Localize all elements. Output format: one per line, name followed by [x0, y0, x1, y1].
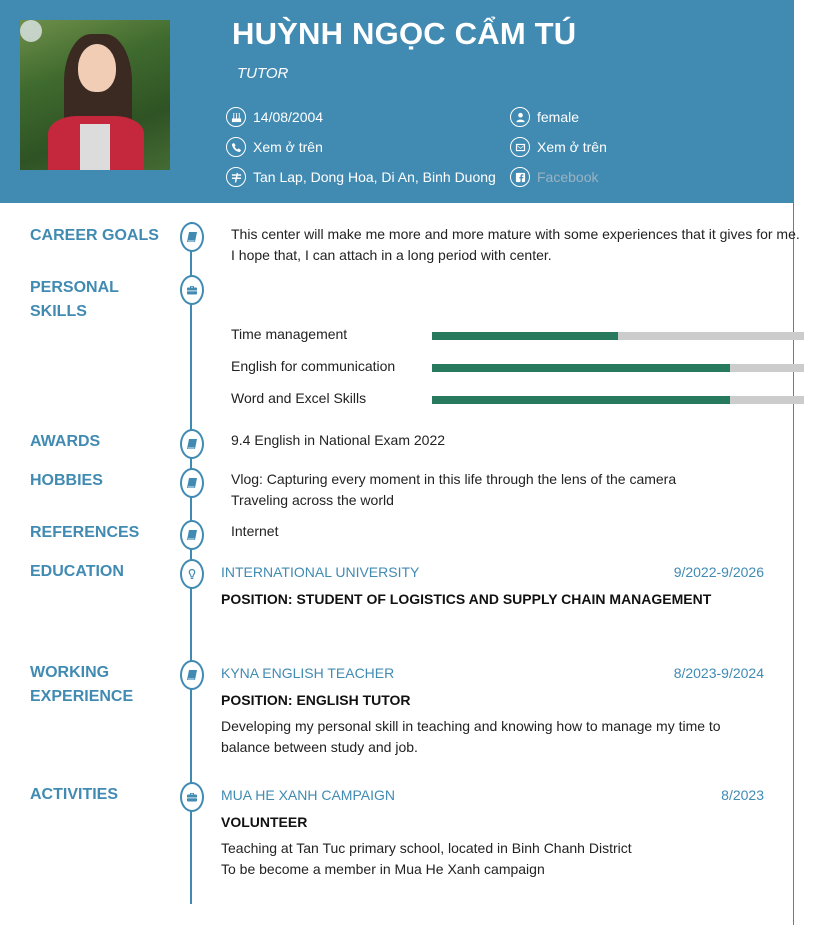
work-desc-line-1: Developing my personal skill in teaching and knowing how to manage my time to	[221, 718, 721, 734]
skill-bar-fill	[432, 364, 730, 372]
envelope-icon	[510, 137, 530, 157]
book-icon	[180, 429, 204, 459]
book-icon	[180, 222, 204, 252]
photo-face	[78, 44, 116, 92]
skill-bar-english	[432, 364, 804, 372]
facebook-item[interactable]	[510, 166, 598, 188]
activity-desc-line-2: To be become a member in Mua He Xanh campaign	[221, 861, 545, 877]
career-goals-line-1: This center will make me more and more mature with some experiences that it gives for me.	[231, 226, 800, 242]
section-title-education: EDUCATION	[30, 563, 124, 580]
section-title-references: REFERENCES	[30, 524, 140, 541]
work-org: KYNA ENGLISH TEACHER	[221, 665, 395, 681]
skill-bar-word-excel	[432, 396, 804, 404]
work-position: POSITION: ENGLISH TUTOR	[221, 692, 411, 708]
book-icon	[180, 468, 204, 498]
awards-line: 9.4 English in National Exam 2022	[231, 432, 446, 448]
address-item	[226, 166, 496, 188]
section-title-awards: AWARDS	[30, 433, 101, 450]
skill-bar-time-management	[432, 332, 804, 340]
skill-label: Time management	[231, 326, 348, 342]
work-desc-line-2: balance between study and job.	[221, 739, 418, 755]
birthday-cake-icon	[226, 107, 246, 127]
photo-flower	[20, 20, 42, 42]
facebook-link[interactable]: Facebook	[537, 169, 599, 185]
section-title-career-goals: CAREER GOALS	[30, 227, 159, 244]
skill-label: Word and Excel Skills	[231, 390, 367, 406]
section-title-working-experience	[30, 661, 133, 709]
candidate-role: TUTOR	[237, 65, 289, 82]
signpost-icon	[226, 167, 246, 187]
activity-desc-line-1: Teaching at Tan Tuc primary school, located in Binh Chanh District	[221, 840, 632, 856]
phone-value: Xem ở trên	[253, 139, 323, 155]
section-title-hobbies: HOBBIES	[30, 472, 103, 489]
phone-item	[226, 136, 323, 158]
birthday-value: 14/08/2004	[253, 109, 324, 125]
facebook-icon	[510, 167, 530, 187]
page-right-border	[793, 0, 794, 925]
education-position: POSITION: STUDENT OF LOGISTICS AND SUPPLY CHAIN MANAGEMENT	[221, 591, 712, 607]
education-date: 9/2022-9/2026	[673, 564, 764, 580]
skill-bar-fill	[432, 396, 730, 404]
briefcase-icon	[180, 275, 204, 305]
skill-bar-fill	[432, 332, 618, 340]
cv-header	[0, 0, 794, 203]
skill-label: English for communication	[231, 358, 396, 374]
hobbies-line-2: Traveling across the world	[231, 492, 394, 508]
photo-shirt	[80, 124, 110, 170]
section-title-line: SKILLS	[30, 303, 87, 320]
gender-item	[510, 106, 579, 128]
work-date: 8/2023-9/2024	[673, 665, 764, 681]
activity-position: VOLUNTEER	[221, 814, 308, 830]
briefcase-icon	[180, 782, 204, 812]
birthday-item	[226, 106, 323, 128]
activity-org: MUA HE XANH CAMPAIGN	[221, 787, 395, 803]
section-title-line: PERSONAL	[30, 279, 119, 296]
email-item	[510, 136, 607, 158]
section-title-line: EXPERIENCE	[30, 688, 134, 705]
email-value[interactable]: Xem ở trên	[537, 139, 607, 155]
book-icon	[180, 520, 204, 550]
phone-icon	[226, 137, 246, 157]
user-icon	[510, 107, 530, 127]
activity-date: 8/2023	[721, 787, 764, 803]
education-org: INTERNATIONAL UNIVERSITY	[221, 564, 420, 580]
career-goals-line-2: I hope that, I can attach in a long period with center.	[231, 247, 552, 263]
section-title-personal-skills	[30, 276, 119, 324]
hobbies-line-1: Vlog: Capturing every moment in this life through the lens of the camera	[231, 471, 677, 487]
address-value: Tan Lap, Dong Hoa, Di An, Binh Duong	[253, 169, 496, 185]
section-title-activities: ACTIVITIES	[30, 786, 119, 803]
references-line: Internet	[231, 523, 279, 539]
section-title-line: WORKING	[30, 664, 110, 681]
lightbulb-icon	[180, 559, 204, 589]
candidate-name: HUỲNH NGỌC CẨM TÚ	[232, 16, 577, 51]
profile-photo	[20, 20, 170, 170]
gender-value: female	[537, 109, 580, 125]
book-icon	[180, 660, 204, 690]
